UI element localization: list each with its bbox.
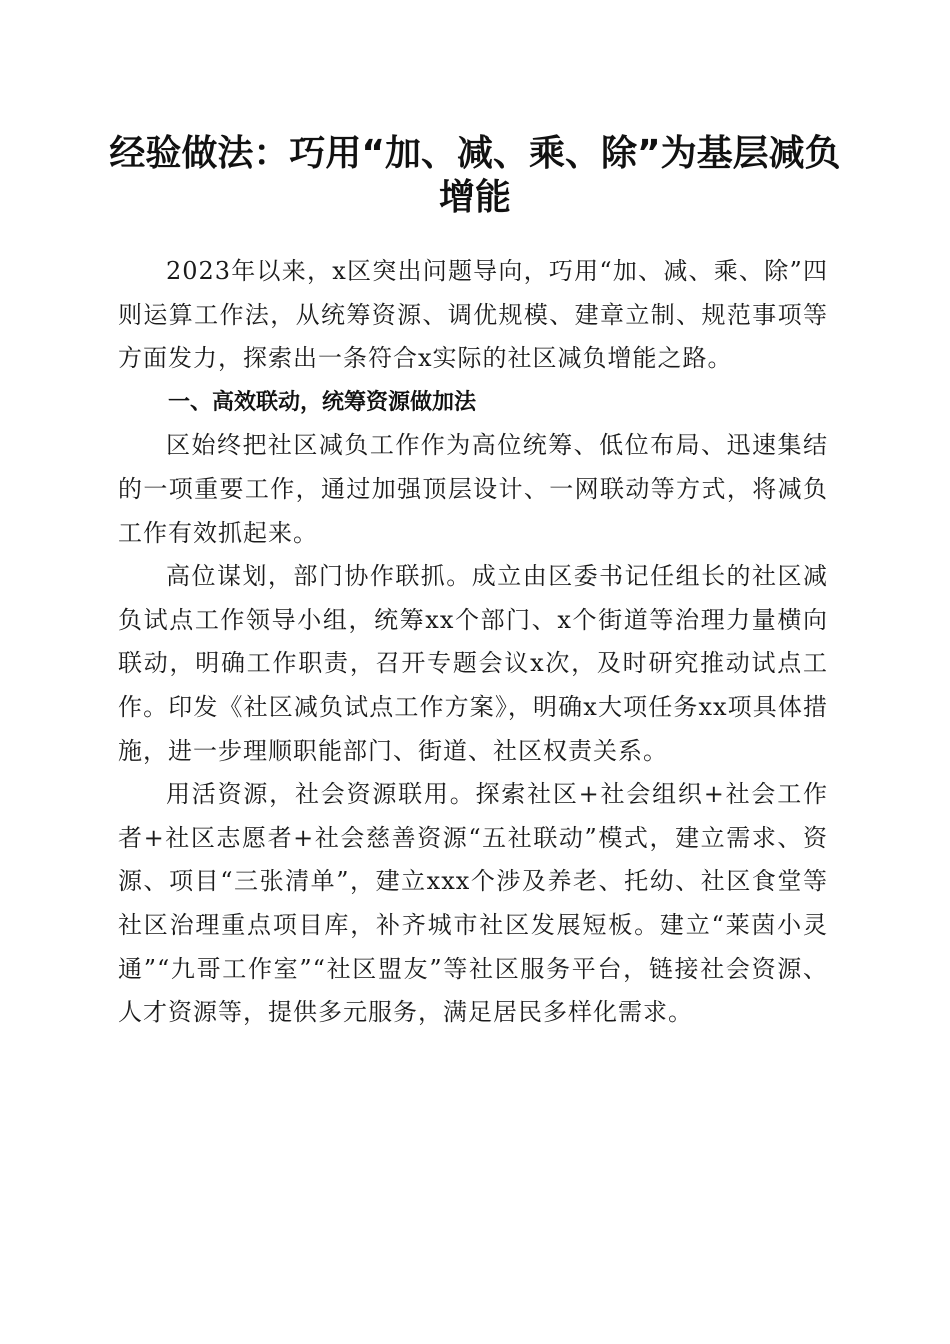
body-paragraph: 用活资源，社会资源联用。探索社区+社会组织+社会工作者+社区志愿者+社会慈善资源“五社联动”模式，建立需求、资源、项目“三张清单”，建立xxx个涉及养老、托幼、社区食堂等社区治理重点项目库，补齐城市社区发展短板。建立“莱茵小灵通”“九哥工作室”“社区盟友”等社区服务平台，链接社会资源、人才资源等，提供多元服务，满足居民多样化需求。 [118,780,828,1027]
body-paragraph: 高位谋划，部门协作联抓。成立由区委书记任组长的社区减负试点工作领导小组，统筹xx个部门、x个街道等治理力量横向联动，明确工作职责，召开专题会议x次，及时研究推动试点工作。印发《社区减负试点工作方案》，明确x大项任务xx项具体措施，进一步理顺职能部门、街道、社区权责关系。 [118,562,828,765]
intro-paragraph: 2023年以来，x区突出问题导向，巧用“加、减、乘、除”四则运算工作法，从统筹资源、调优规模、建章立制、规范事项等方面发力，探索出一条符合x实际的社区减负增能之路。 [118,257,828,373]
document-body [118,250,828,1035]
section-heading: 一、高效联动，统筹资源做加法 [168,389,477,415]
document-title: 经验做法：巧用“加、减、乘、除”为基层减负增能 [109,133,841,218]
body-paragraph: 区始终把社区减负工作作为高位统筹、低位布局、迅速集结的一项重要工作，通过加强顶层设计、一网联动等方式，将减负工作有效抓起来。 [118,431,828,547]
